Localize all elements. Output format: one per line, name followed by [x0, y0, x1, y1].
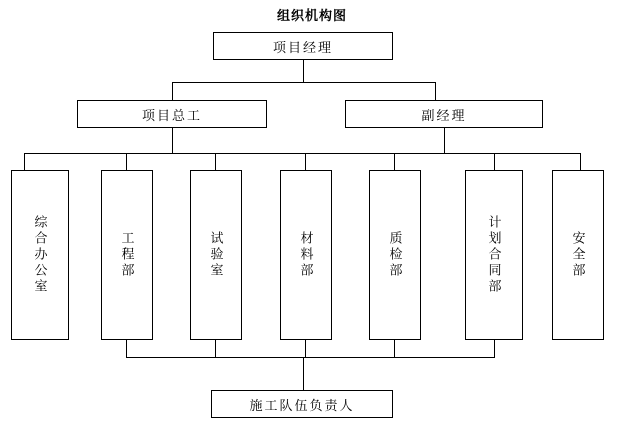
node-project-manager: 项目经理: [213, 32, 393, 60]
connector-chief-down: [172, 82, 173, 100]
connector-department-bus: [24, 153, 580, 154]
connector-manager-down: [303, 60, 304, 82]
connector-dept-drop-3: [215, 153, 216, 170]
connector-dept-drop-6: [494, 153, 495, 170]
connector-dept-drop-2: [126, 153, 127, 170]
page-title: 组织机构图: [276, 8, 347, 23]
node-department-3: 试验室: [190, 170, 242, 340]
node-department-4: 材料部: [280, 170, 332, 340]
connector-bottom-drop-6: [494, 340, 495, 357]
connector-bottom-drop-3: [215, 340, 216, 357]
connector-bottom-drop-5: [394, 340, 395, 357]
connector-chief-to-bus: [172, 128, 173, 153]
connector-bottom-drop-2: [126, 340, 127, 357]
connector-dept-drop-4: [305, 153, 306, 170]
connector-dept-drop-7: [580, 153, 581, 170]
node-department-2: 工程部: [101, 170, 153, 340]
node-department-5: 质检部: [369, 170, 421, 340]
connector-dept-drop-1: [24, 153, 25, 170]
connector-bottom-center: [303, 357, 304, 390]
node-department-1: 综合办公室: [11, 170, 69, 340]
connector-dept-drop-5: [394, 153, 395, 170]
node-construction-team-leader: 施工队伍负责人: [211, 390, 393, 418]
connector-deputy-down: [435, 82, 436, 100]
connector-bottom-drop-4: [305, 340, 306, 357]
node-chief-engineer: 项目总工: [77, 100, 267, 128]
connector-bottom-bus: [126, 357, 495, 358]
node-deputy-manager: 副经理: [345, 100, 543, 128]
connector-deputy-to-bus: [444, 128, 445, 153]
connector-level2-bus: [172, 82, 435, 83]
node-department-6: 计划合同部: [465, 170, 523, 340]
node-department-7: 安全部: [552, 170, 604, 340]
